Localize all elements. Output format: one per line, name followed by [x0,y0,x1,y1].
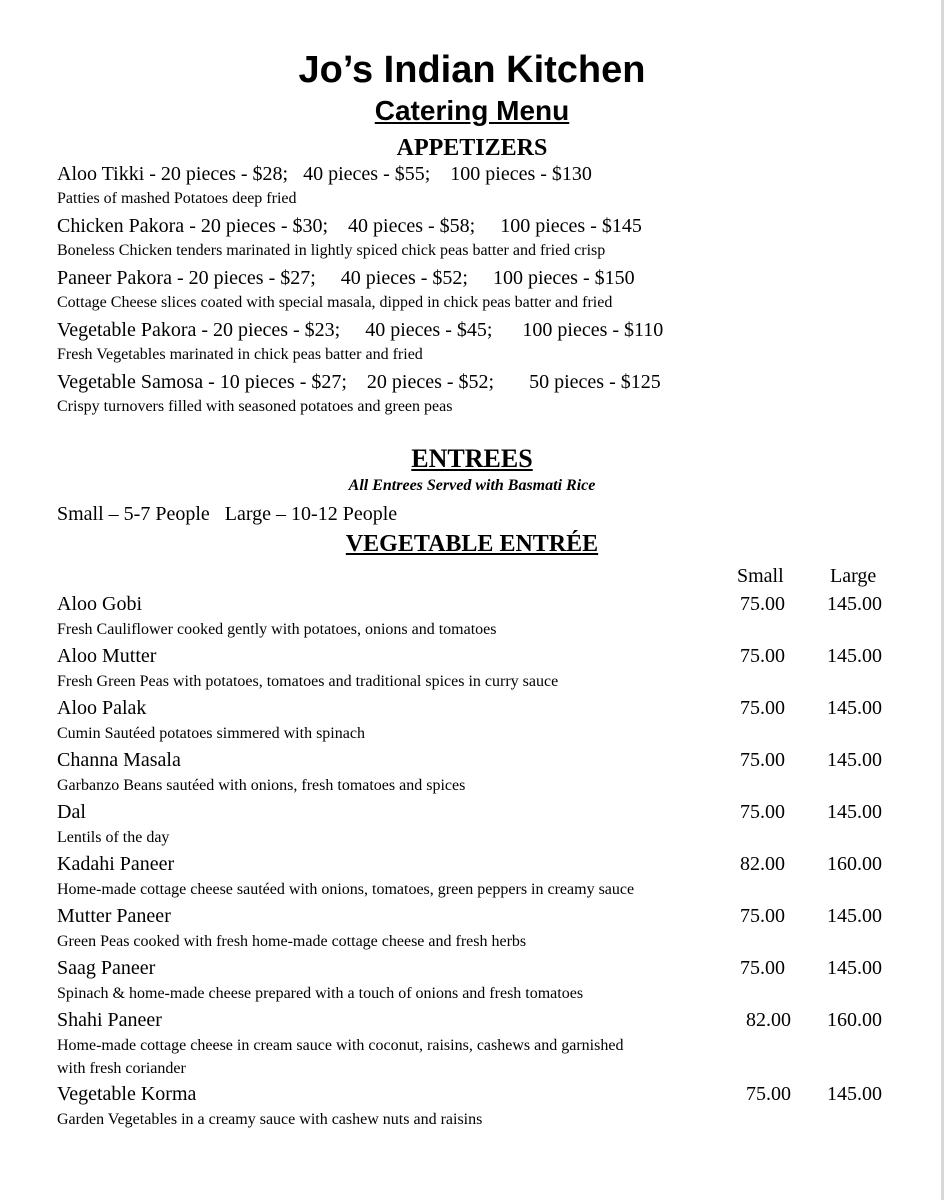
price-large: 145.00 [827,957,882,979]
entree-name: Vegetable Korma [57,1083,197,1105]
appetizer-name: Paneer Pakora - 20 pieces - $27; 40 pieces - $52; 100 pieces - $150 [57,267,635,289]
column-large: Large [830,565,877,587]
appetizer-name: Aloo Tikki - 20 pieces - $28; 40 pieces - $55; 100 pieces - $130 [57,163,592,185]
entree-item [57,954,927,1006]
appetizer-name: Vegetable Pakora - 20 pieces - $23; 40 pieces - $45; 100 pieces - $110 [57,319,664,341]
price-large: 160.00 [827,1009,882,1031]
price-small: 75.00 [740,593,785,615]
entrees-heading: ENTREES [411,444,533,473]
portion-sizes: Small – 5-7 People Large – 10-12 People [57,503,398,525]
appetizer-desc: Cottage Cheese slices coated with special masala, dipped in chick peas batter and fried [57,294,613,311]
price-small: 75.00 [740,697,785,719]
column-small: Small [737,565,784,587]
price-large: 145.00 [827,1083,882,1105]
price-small: 75.00 [740,749,785,771]
appetizer-desc: Fresh Vegetables marinated in chick peas batter and fried [57,346,423,363]
entree-name: Aloo Mutter [57,645,157,667]
price-small: 82.00 [740,853,785,875]
entree-item [57,642,927,694]
entree-desc: Home-made cottage cheese sautéed with onions, tomatoes, green peppers in creamy sauce [57,881,635,898]
entree-item [57,1080,927,1132]
entree-item [57,590,927,642]
entree-name: Shahi Paneer [57,1009,162,1031]
appetizer-desc: Patties of mashed Potatoes deep fried [57,190,297,207]
price-large: 145.00 [827,645,882,667]
appetizer-name: Vegetable Samosa - 10 pieces - $27; 20 pieces - $52; 50 pieces - $125 [57,371,661,393]
entree-name: Mutter Paneer [57,905,171,927]
appetizer-desc: Boneless Chicken tenders marinated in lightly spiced chick peas batter and fried crisp [57,242,606,259]
entree-name: Dal [57,801,86,823]
price-large: 145.00 [827,905,882,927]
entrees-note: All Entrees Served with Basmati Rice [348,477,596,494]
entree-name: Channa Masala [57,749,181,771]
price-small: 75.00 [746,1083,791,1105]
price-large: 160.00 [827,853,882,875]
entree-desc: Lentils of the day [57,829,170,846]
entree-name: Kadahi Paneer [57,853,175,875]
appetizers-heading: APPETIZERS [396,135,548,161]
entree-desc: Garbanzo Beans sautéed with onions, fresh tomatoes and spices [57,777,466,794]
entree-desc: Cumin Sautéed potatoes simmered with spinach [57,725,365,742]
restaurant-name: Jo’s Indian Kitchen [298,49,646,91]
entree-item [57,902,927,954]
entree-list [57,590,927,1132]
price-small: 75.00 [740,801,785,823]
price-small: 75.00 [740,957,785,979]
entree-item [57,850,927,902]
appetizer-item [57,316,927,368]
entree-name: Aloo Gobi [57,593,142,615]
appetizer-desc: Crispy turnovers filled with seasoned potatoes and green peas [57,398,453,415]
price-large: 145.00 [827,697,882,719]
entree-desc: Garden Vegetables in a creamy sauce with cashew nuts and raisins [57,1111,483,1128]
price-large: 145.00 [827,749,882,771]
menu-title: Catering Menu [374,95,570,126]
price-small: 75.00 [740,645,785,667]
entree-desc: Fresh Green Peas with potatoes, tomatoes and traditional spices in curry sauce [57,673,559,690]
entree-name: Aloo Palak [57,697,147,719]
entree-item [57,746,927,798]
appetizer-item [57,368,927,420]
appetizer-list [57,160,927,420]
price-small: 75.00 [740,905,785,927]
price-small: 82.00 [746,1009,791,1031]
entree-desc: Spinach & home-made cheese prepared with a touch of onions and fresh tomatoes [57,985,584,1002]
appetizer-name: Chicken Pakora - 20 pieces - $30; 40 pieces - $58; 100 pieces - $145 [57,215,642,237]
price-large: 145.00 [827,593,882,615]
entree-name: Saag Paneer [57,957,156,979]
appetizer-item [57,212,927,264]
entree-desc: Home-made cottage cheese in cream sauce with coconut, raisins, cashews and garnished with fresh coriander [57,1037,624,1077]
appetizer-item [57,264,927,316]
entree-desc: Fresh Cauliflower cooked gently with potatoes, onions and tomatoes [57,621,497,638]
entree-desc: Green Peas cooked with fresh home-made cottage cheese and fresh herbs [57,933,527,950]
entree-item [57,694,927,746]
entree-item [57,798,927,850]
entree-item [57,1006,927,1080]
appetizer-item [57,160,927,212]
vegetable-entree-heading: VEGETABLE ENTRÉE [345,531,599,557]
price-large: 145.00 [827,801,882,823]
